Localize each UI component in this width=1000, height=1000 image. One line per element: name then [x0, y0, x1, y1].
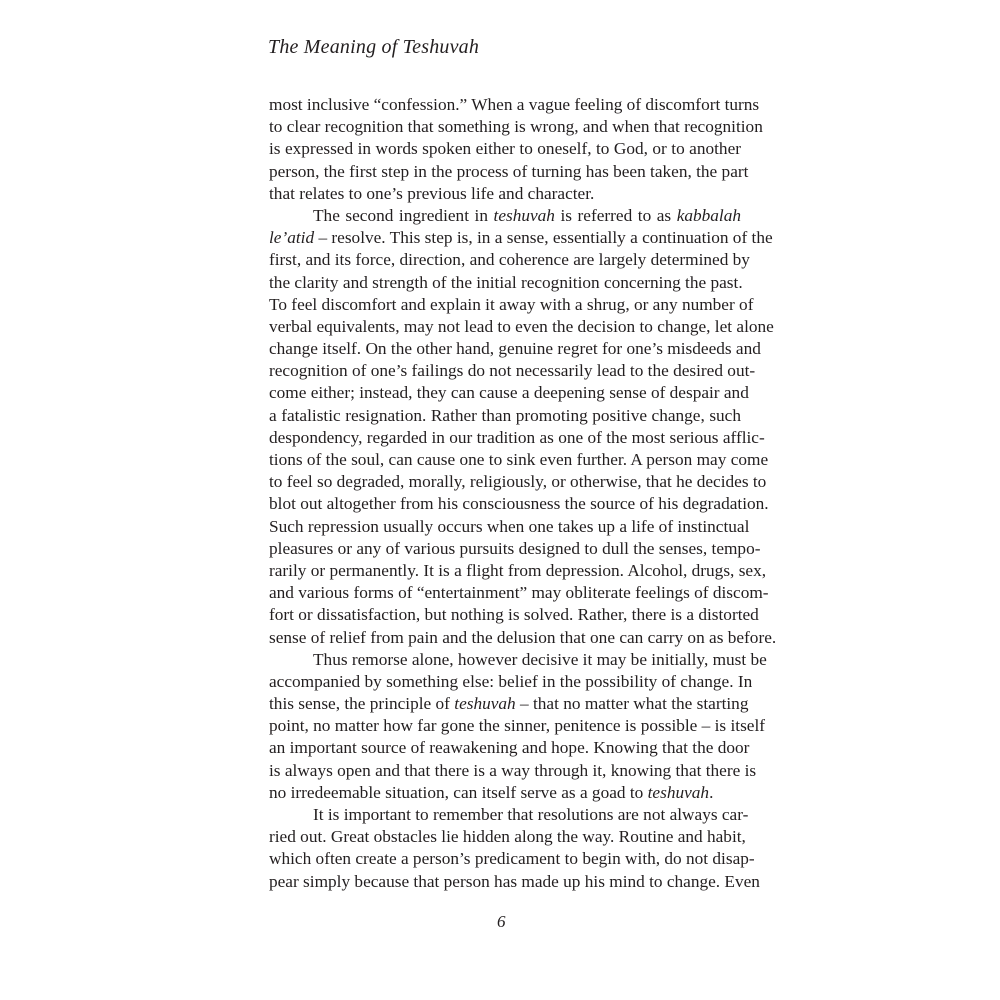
text-line: To feel discomfort and explain it away with a shrug, or any number of	[269, 294, 754, 314]
text-line: accompanied by something else: belief in the possibility of change. In	[269, 671, 753, 691]
text-line: verbal equivalents, may not lead to even the decision to change, let alone	[269, 316, 774, 336]
text-line: ried out. Great obstacles lie hidden along the way. Routine and habit,	[269, 827, 746, 847]
text-line: is expressed in words spoken either to oneself, to God, or to another	[269, 139, 741, 159]
text-line: point, no matter how far gone the sinner, penitence is possible – is itself	[269, 716, 766, 736]
running-head: The Meaning of Teshuvah	[268, 36, 480, 58]
page-number: 6	[497, 912, 506, 931]
text-line: and various forms of “entertainment” may obliterate feelings of discom-	[269, 583, 769, 603]
italic-term: teshuvah	[454, 694, 516, 714]
text-line: to clear recognition that something is wrong, and when that recognition	[269, 117, 763, 137]
text-line: blot out altogether from his consciousness the source of his degradation.	[269, 494, 769, 514]
text-segment: The second ingredient in	[313, 205, 494, 225]
italic-term: teshuvah	[647, 782, 710, 802]
text-line: first, and its force, direction, and coherence are largely determined by	[269, 250, 750, 270]
text-line: fort or dissatisfaction, but nothing is solved. Rather, there is a distorted	[269, 605, 759, 625]
italic-term: le’atid	[269, 228, 315, 248]
text-line: is always open and that there is a way through it, knowing that there is	[269, 760, 757, 780]
italic-term: kabbalah	[676, 205, 742, 225]
text-line	[269, 782, 741, 804]
text-line: pleasures or any of various pursuits designed to dull the senses, tempo-	[269, 538, 761, 558]
text-line: person, the first step in the process of turning has been taken, the part	[269, 161, 749, 181]
text-line: despondency, regarded in our tradition as one of the most serious afflic-	[269, 427, 765, 447]
text-line: an important source of reawakening and hope. Knowing that the door	[269, 738, 750, 758]
text-segment: – resolve. This step is, in a sense, essentially a continuation of the	[314, 228, 773, 248]
text-line: sense of relief from pain and the delusion that one can carry on as before.	[269, 627, 777, 647]
page-body	[269, 94, 777, 893]
text-segment: is referred to as	[554, 205, 677, 225]
text-segment: this sense, the principle of	[269, 694, 455, 714]
text-line: tions of the soul, can cause one to sink even further. A person may come	[269, 450, 769, 469]
text-line: which often create a person’s predicament to begin with, do not disap-	[269, 849, 755, 869]
text-line: a fatalistic resignation. Rather than promoting positive change, such	[269, 405, 741, 425]
italic-term: teshuvah	[493, 205, 555, 225]
text-segment: .	[709, 782, 714, 802]
text-line: change itself. On the other hand, genuine regret for one’s misdeeds and	[269, 339, 761, 359]
text-line: to feel so degraded, morally, religiously, or otherwise, that he decides to	[269, 472, 767, 492]
text-line: Such repression usually occurs when one takes up a life of instinctual	[269, 516, 750, 536]
text-segment: – that no matter what the starting	[515, 694, 749, 714]
text-line	[269, 693, 749, 715]
text-segment: no irredeemable situation, can itself serve as a goad to	[269, 782, 648, 802]
text-line	[269, 205, 741, 227]
text-line: come either; instead, they can cause a deepening sense of despair and	[269, 383, 749, 403]
text-line: pear simply because that person has made up his mind to change. Even	[269, 871, 760, 891]
text-line: most inclusive “confession.” When a vague feeling of discomfort turns	[269, 95, 760, 114]
text-line: the clarity and strength of the initial recognition concerning the past.	[269, 272, 743, 292]
text-line: Thus remorse alone, however decisive it may be initially, must be	[313, 649, 767, 669]
text-line	[269, 227, 773, 249]
text-line: that relates to one’s previous life and character.	[269, 183, 595, 203]
text-line: It is important to remember that resolutions are not always car-	[313, 805, 749, 824]
text-line: recognition of one’s failings do not necessarily lead to the desired out-	[269, 361, 756, 381]
text-line: rarily or permanently. It is a flight from depression. Alcohol, drugs, sex,	[269, 560, 767, 580]
